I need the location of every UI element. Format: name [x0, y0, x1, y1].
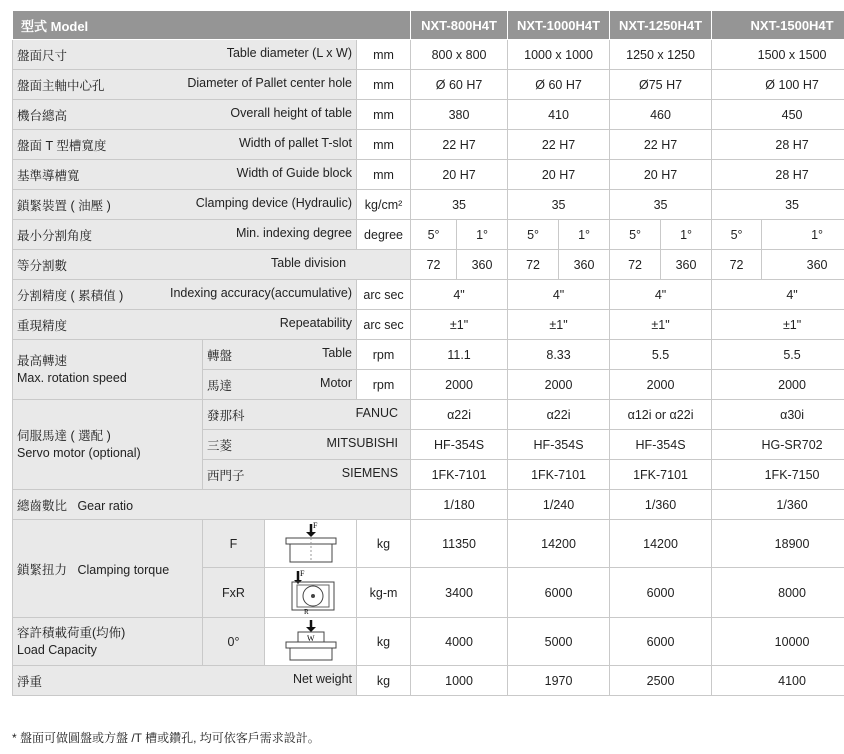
table-row [13, 490, 844, 520]
value-cell: 8.33 [508, 340, 610, 370]
value-cell: 35 [610, 190, 712, 220]
value-cell: Ø75 H7 [610, 70, 712, 100]
value-cell: 2000 [411, 370, 508, 400]
header-row [13, 11, 844, 40]
value-cell: 14200 [610, 520, 712, 568]
value-cell: 460 [610, 100, 712, 130]
row-label [13, 280, 357, 310]
table-row [13, 100, 844, 130]
label-zh: 最高轉速 [17, 353, 68, 368]
footnote: * 盤面可做圓盤或方盤 /T 槽或鑽孔, 均可依客戶需求設計。 [12, 731, 320, 745]
value-cell: 1FK-7101 [610, 460, 712, 490]
label-en: MITSUBISHI [326, 435, 399, 450]
value-cell: 28 H7 [712, 160, 844, 190]
value-cell: 72 [610, 250, 661, 280]
row-label [13, 220, 357, 250]
value-cell: 1970 [508, 666, 610, 696]
value-cell: 1° [457, 220, 508, 250]
value-cell: 5.5 [712, 340, 844, 370]
label-en: Width of Guide block [236, 165, 352, 180]
label-en: Servo motor (optional) [17, 445, 141, 460]
table-row [13, 40, 844, 70]
value-cell: 1000 x 1000 [508, 40, 610, 70]
row-label [13, 130, 357, 160]
sub-label: FxR [203, 568, 265, 618]
table-row [13, 130, 844, 160]
value-cell: 1° [559, 220, 610, 250]
value-cell: ±1" [411, 310, 508, 340]
label-en: Indexing accuracy(accumulative) [169, 285, 352, 300]
unit: mm [357, 130, 411, 160]
diagram-letter: R [303, 608, 309, 614]
value-cell: 410 [508, 100, 610, 130]
label-en: Width of pallet T-slot [238, 135, 352, 150]
sub-label [203, 400, 411, 430]
value-cell: 1000 [411, 666, 508, 696]
value-cell: α30i [712, 400, 844, 430]
label-en: Table diameter (L x W) [226, 45, 352, 60]
value-cell: 14200 [508, 520, 610, 568]
value-cell: 360 [762, 250, 844, 280]
value-cell: α22i [508, 400, 610, 430]
value-cell: Ø 60 H7 [411, 70, 508, 100]
label-en: Clamping torque [77, 562, 170, 577]
label-zh: 總齒數比 [17, 498, 68, 513]
label-zh: 三菱 [207, 438, 233, 453]
value-cell: ±1" [508, 310, 610, 340]
value-cell: 35 [712, 190, 844, 220]
value-cell: 11.1 [411, 340, 508, 370]
unit: kg-m [357, 568, 411, 618]
value-cell: 2000 [508, 370, 610, 400]
label-zh: 馬達 [207, 378, 233, 393]
value-cell: 20 H7 [610, 160, 712, 190]
value-cell: 5° [411, 220, 457, 250]
label-zh: 機台總高 [17, 108, 68, 123]
label-zh: 淨重 [17, 674, 43, 689]
value-cell: HG-SR702 [712, 430, 844, 460]
table-row [13, 190, 844, 220]
label-zh: 盤面尺寸 [17, 48, 68, 63]
value-cell: 4" [411, 280, 508, 310]
value-cell: 20 H7 [508, 160, 610, 190]
label-zh: 發那科 [207, 408, 245, 423]
spec-table [12, 10, 844, 696]
table-row [13, 310, 844, 340]
label-zh: 盤面 T 型槽寬度 [17, 138, 107, 153]
unit: kg [357, 666, 411, 696]
label-zh: 鎖緊扭力 [17, 562, 68, 577]
value-cell: 18900 [712, 520, 844, 568]
unit: kg [357, 520, 411, 568]
value-cell: 35 [508, 190, 610, 220]
value-cell: 4100 [712, 666, 844, 696]
value-cell: 1FK-7101 [411, 460, 508, 490]
sub-label [203, 340, 357, 370]
sub-label [203, 430, 411, 460]
clamp-force-diagram-icon [278, 520, 344, 564]
label-zh: 鎖緊裝置 ( 油壓 ) [17, 198, 111, 213]
row-label [13, 160, 357, 190]
label-en: Min. indexing degree [235, 225, 352, 240]
value-cell: 6000 [610, 568, 712, 618]
value-cell: HF-354S [508, 430, 610, 460]
value-cell: 5000 [508, 618, 610, 666]
unit: mm [357, 100, 411, 130]
label-zh: 等分割數 [17, 258, 68, 273]
load-capacity-diagram-icon [278, 618, 344, 662]
value-cell: 2500 [610, 666, 712, 696]
label-zh: 容許積載荷重(均佈) [17, 625, 126, 640]
label-zh: 重現精度 [17, 318, 68, 333]
table-row [13, 618, 844, 666]
value-cell: 22 H7 [508, 130, 610, 160]
value-cell: 5° [508, 220, 559, 250]
value-cell: 1/180 [411, 490, 508, 520]
value-cell: ±1" [610, 310, 712, 340]
value-cell: 1/360 [712, 490, 844, 520]
value-cell: 5° [610, 220, 661, 250]
table-row [13, 400, 844, 430]
value-cell: HF-354S [411, 430, 508, 460]
value-cell: 10000 [712, 618, 844, 666]
value-cell: 22 H7 [411, 130, 508, 160]
label-en: Load Capacity [17, 642, 97, 657]
value-cell: 2000 [712, 370, 844, 400]
diagram-letter: F [299, 569, 304, 578]
row-label [13, 250, 411, 280]
torque-diagram [265, 568, 357, 618]
value-cell: 360 [559, 250, 610, 280]
unit: arc sec [357, 310, 411, 340]
value-cell: 72 [508, 250, 559, 280]
unit: kg/cm² [357, 190, 411, 220]
load-diagram [265, 618, 357, 666]
value-cell: 22 H7 [610, 130, 712, 160]
row-label [13, 190, 357, 220]
row-label [13, 400, 203, 490]
sub-label: 0° [203, 618, 265, 666]
unit: kg [357, 618, 411, 666]
sub-label [203, 370, 357, 400]
unit: mm [357, 70, 411, 100]
value-cell: 4000 [411, 618, 508, 666]
label-en: Table [322, 345, 352, 360]
value-cell: 450 [712, 100, 844, 130]
value-cell: 28 H7 [712, 130, 844, 160]
value-cell: 72 [411, 250, 457, 280]
label-zh: 盤面主軸中心孔 [17, 78, 105, 93]
sub-label: F [203, 520, 265, 568]
label-zh: 分割精度 ( 累積值 ) [17, 288, 124, 303]
row-label [13, 100, 357, 130]
value-cell: 5° [712, 220, 762, 250]
row-label [13, 70, 357, 100]
diagram-letter: W [306, 634, 315, 643]
model-name: NXT-1500H4T [712, 11, 844, 40]
row-label [13, 310, 357, 340]
value-cell: ±1" [712, 310, 844, 340]
value-cell: 8000 [712, 568, 844, 618]
value-cell: 3400 [411, 568, 508, 618]
label-zh: 基準導槽寬 [17, 168, 80, 183]
model-name: NXT-1250H4T [610, 11, 712, 40]
value-cell: 360 [661, 250, 712, 280]
model-name: NXT-800H4T [411, 11, 508, 40]
table-row [13, 520, 844, 568]
value-cell: 5.5 [610, 340, 712, 370]
table-row [13, 666, 844, 696]
unit: rpm [357, 340, 411, 370]
row-label [13, 40, 357, 70]
value-cell: 4" [712, 280, 844, 310]
label-en: Diameter of Pallet center hole [187, 75, 352, 90]
value-cell: 800 x 800 [411, 40, 508, 70]
unit: mm [357, 160, 411, 190]
value-cell: 1° [661, 220, 712, 250]
label-en: Clamping device (Hydraulic) [195, 195, 352, 210]
sub-label [203, 460, 411, 490]
table-row [13, 340, 844, 370]
value-cell: 6000 [508, 568, 610, 618]
row-label [13, 340, 203, 400]
table-row [13, 70, 844, 100]
value-cell: 1FK-7101 [508, 460, 610, 490]
label-en: Motor [320, 375, 352, 390]
value-cell: 2000 [610, 370, 712, 400]
diagram-letter: F [312, 521, 317, 530]
value-cell: 6000 [610, 618, 712, 666]
value-cell: 1/360 [610, 490, 712, 520]
clamp-torque-diagram-icon [278, 568, 344, 614]
value-cell: 4" [610, 280, 712, 310]
value-cell: 380 [411, 100, 508, 130]
row-label [13, 618, 203, 666]
value-cell: 1250 x 1250 [610, 40, 712, 70]
value-cell: Ø 100 H7 [712, 70, 844, 100]
label-zh: 伺服馬達 ( 選配 ) [17, 428, 111, 443]
value-cell: HF-354S [610, 430, 712, 460]
value-cell: 35 [411, 190, 508, 220]
row-label [13, 520, 203, 618]
torque-diagram [265, 520, 357, 568]
value-cell: α12i or α22i [610, 400, 712, 430]
value-cell: 1° [762, 220, 844, 250]
row-label [13, 490, 411, 520]
unit: mm [357, 40, 411, 70]
value-cell: 360 [457, 250, 508, 280]
label-en: Repeatability [279, 315, 352, 330]
label-zh: 轉盤 [207, 348, 233, 363]
label-en: SIEMENS [341, 465, 399, 480]
label-en: Max. rotation speed [17, 370, 127, 385]
table-row [13, 220, 844, 250]
model-name: NXT-1000H4T [508, 11, 610, 40]
unit: arc sec [357, 280, 411, 310]
label-zh: 最小分割角度 [17, 228, 93, 243]
value-cell: 11350 [411, 520, 508, 568]
value-cell: 1/240 [508, 490, 610, 520]
value-cell: 1500 x 1500 [712, 40, 844, 70]
value-cell: 4" [508, 280, 610, 310]
label-en: Gear ratio [77, 498, 134, 513]
unit: degree [357, 220, 411, 250]
unit: rpm [357, 370, 411, 400]
table-row [13, 160, 844, 190]
label-en: FANUC [355, 405, 399, 420]
table-row [13, 280, 844, 310]
value-cell: 20 H7 [411, 160, 508, 190]
label-en: Table division [271, 255, 347, 270]
value-cell: 72 [712, 250, 762, 280]
label-zh: 西門子 [207, 468, 245, 483]
value-cell: Ø 60 H7 [508, 70, 610, 100]
row-label [13, 666, 357, 696]
label-en: Overall height of table [230, 105, 352, 120]
table-row [13, 250, 844, 280]
label-en: Net weight [292, 671, 352, 686]
model-title: 型式 Model [13, 11, 411, 40]
value-cell: 1FK-7150 [712, 460, 844, 490]
value-cell: α22i [411, 400, 508, 430]
